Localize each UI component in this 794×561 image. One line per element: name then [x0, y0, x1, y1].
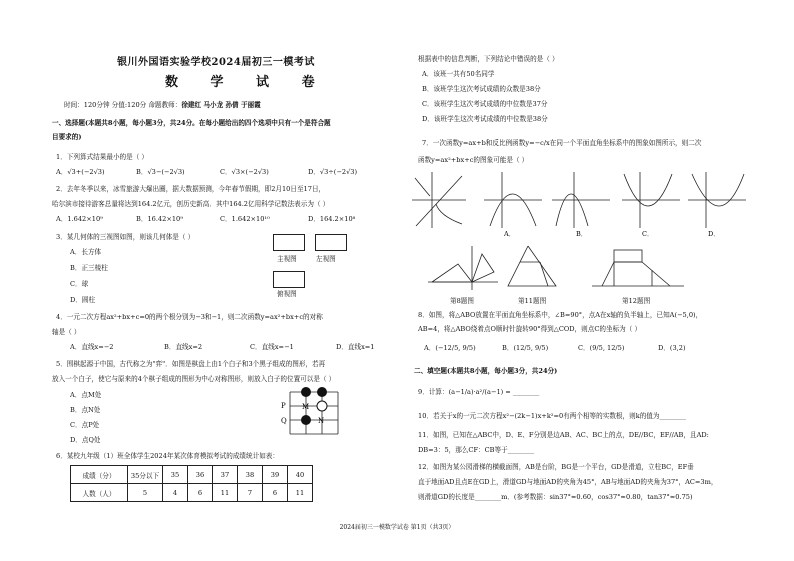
- table-cell: 36: [188, 466, 213, 484]
- table-cell-header: 成绩（分）: [71, 466, 128, 484]
- q2-option-c: C．1.642×10¹⁰: [220, 215, 270, 223]
- label-m: M: [302, 403, 310, 411]
- black-stone: [317, 387, 327, 397]
- table-cell: 4: [163, 484, 188, 502]
- table-cell: 11: [288, 484, 313, 502]
- table-cell: 6: [263, 484, 288, 502]
- table-row: [71, 484, 313, 502]
- q3-option-a: A．长方体: [70, 248, 102, 256]
- page-footer: 2024届初三一模数学试卷 第1页（共3页）: [339, 524, 455, 531]
- q5-option-b: B．点N处: [70, 406, 101, 414]
- q5-option-a: A．点M处: [70, 391, 102, 399]
- table-cell: 40: [288, 466, 313, 484]
- q4-option-b: B．直线x=2: [164, 343, 203, 351]
- q3-option-b: B．正三棱柱: [70, 264, 108, 272]
- q3-option-c: C．球: [70, 280, 89, 288]
- q4-line2: 轴是（ ）: [52, 328, 81, 336]
- q1-option-d: D．√3÷(−2√3): [308, 168, 358, 176]
- q3-stem: 3．某几何体的三视图如图，则该几何体是（ ）: [56, 233, 195, 241]
- q7-graphs: [410, 168, 750, 238]
- section2-heading: 二、填空题(本题共8小题，每小题3分，共24分): [414, 367, 558, 375]
- q8-option-b: B．(12/5, 9/5): [502, 344, 549, 352]
- black-stone: [301, 415, 311, 425]
- q6-line1: 6．某校九年级（1）班全体学生2024年某次体育模拟考试的成绩统计如表：: [56, 452, 279, 460]
- q8-option-d: D．(3,2): [658, 344, 686, 352]
- q2-option-d: D．164.2×10⁸: [308, 215, 356, 223]
- go-board-figure: [280, 386, 344, 442]
- section1-heading: 一、选择题(本题共8小题，每小题3分，共24分。在每小题给出的四个选项中只有一个是符合题: [52, 119, 331, 127]
- q1-stem: 1．下列算式结果最小的是（ ）: [56, 153, 149, 161]
- q12-line2: 直于地面AD且点E在GD上，滑道GD与地面AD的夹角为45°，AB与地面AD的夹角为37°，AC=3m，: [418, 478, 718, 486]
- q2-option-b: B．16.42×10⁹: [136, 215, 183, 223]
- teacher-names: 徐建红 马小龙 孙倩 于丽霞: [181, 101, 261, 109]
- table-cell-header: 人数（人）: [71, 484, 128, 502]
- q11-line1: 11．如图，已知在△ABC中，D、E、F分别是边AB、AC、BC上的点，DE//BC，EF//AB，且AD:: [418, 431, 709, 439]
- label-p: P: [281, 402, 286, 410]
- q5-line1: 5．围棋起源于中国，古代称之为"弈"．如图是棋盘上由1个白子和3个黑子组成的图形，若再: [56, 360, 326, 368]
- left-column: [52, 0, 394, 561]
- q7-line2: 函数y=ax²+bx+c的图象可能是（ ）: [418, 156, 529, 164]
- q10-line: 10．若关于x的一元二次方程x²−(2k−1)x+k²=0有两个相等的实数根，则k的值为________: [418, 412, 686, 420]
- exam-subject: 数 学 试 卷: [165, 75, 329, 90]
- q4-option-a: A．直线x=−2: [70, 343, 114, 351]
- q4-option-d: D．直线x=1: [336, 343, 375, 351]
- label-n: N: [318, 417, 325, 425]
- q5-option-c: C．点P处: [70, 421, 100, 429]
- q6-option-a: A．该班一共有50名同学: [422, 70, 495, 78]
- right-column: [410, 0, 750, 561]
- table-cell: 35: [163, 466, 188, 484]
- fig12-caption: 第12题图: [622, 297, 651, 305]
- q6-option-b: B．该班学生这次考试成绩的众数是38分: [422, 85, 541, 93]
- q7-option-a: A．: [504, 230, 516, 238]
- q2-line1: 2．去年冬季以来，冰雪旅游大爆出圈，据大数据预测，今年春节假期，即2月10日至17日，: [56, 185, 326, 193]
- section1-heading-cont: 目要求的): [52, 133, 82, 141]
- exam-info-text: 时间：120分钟 分值:120分 命题教师：: [64, 101, 182, 109]
- table-cell: 38: [238, 466, 263, 484]
- table-cell: 37: [213, 466, 238, 484]
- q2-option-a: A．1.642×10⁹: [56, 215, 103, 223]
- q6-option-c: C．该班学生这次考试成绩的中位数是37分: [422, 100, 548, 108]
- table-cell: 5: [128, 484, 163, 502]
- q11-line2: DB=3：5，那么CF：CB等于________: [418, 446, 535, 454]
- front-view-rect: [273, 234, 305, 251]
- q8-line1: 8．如图，将△ABO放置在平面直角坐标系中，∠B=90°，点A在x轴的负半轴上，已知A(−5,0)，: [418, 311, 703, 319]
- q12-line1: 12．如图为某公园滑梯的横截面图，AB是台阶，BG是一个平台，GD是滑道，立柱BC，EF垂: [418, 463, 694, 471]
- top-view-label: 俯视图: [277, 290, 297, 298]
- front-view-label: 主视图: [277, 255, 297, 263]
- q5-line2: 放入一个白子，使它与原来的4个棋子组成的图形为中心对称图形，则放入白子的位置可以是（ ）: [52, 375, 336, 383]
- fig8-caption: 第8题图: [450, 297, 474, 305]
- top-view-rect: [273, 271, 305, 288]
- q7-option-b: B．: [576, 230, 588, 238]
- white-stone: [317, 401, 327, 411]
- table-cell: 7: [238, 484, 263, 502]
- fig11-caption: 第11题图: [518, 297, 547, 305]
- table-cell: 39: [263, 466, 288, 484]
- q1-option-a: A．√3+(−2√3): [56, 168, 105, 176]
- q4-option-c: C．直线x=−1: [250, 343, 294, 351]
- q1-option-c: C．√3×(−2√3): [220, 168, 269, 176]
- q8-line2: AB=4，将△ABO绕着点O顺时针旋转90°得到△COD，则点C的坐标为（ ）: [418, 325, 642, 333]
- score-table: [70, 465, 313, 502]
- q12-line3: 则滑道GD的长度是________m．(参考数据：sin37°≈0.60，cos37°≈0.80，tan37°≈0.75): [418, 493, 693, 501]
- figures-row: [424, 242, 734, 294]
- table-row: [71, 466, 313, 484]
- exam-title: 银川外国语实验学校2024届初三一模考试: [117, 57, 315, 68]
- q7-line1: 7．一次函数y=ax+b和反比例函数y=−c/x在同一个平面直角坐标系中的图象如图所示，则二次: [422, 139, 702, 147]
- q6-option-d: D．该班学生这次考试成绩的中位数是38分: [422, 115, 548, 123]
- q1-option-b: B．√3−(−2√3): [136, 168, 185, 176]
- exam-info: [64, 101, 261, 110]
- q8-option-c: C．(9/5, 12/5): [578, 344, 625, 352]
- left-view-label: 左视图: [316, 255, 336, 263]
- black-stone: [301, 387, 311, 397]
- table-cell: 35分以下: [128, 466, 163, 484]
- q8-option-a: A．(−12/5, 9/5): [424, 344, 476, 352]
- q5-option-d: D．点Q处: [70, 436, 101, 444]
- q7-option-c: C．: [642, 230, 654, 238]
- q3-option-d: D．圆柱: [70, 296, 96, 304]
- table-cell: 6: [188, 484, 213, 502]
- q4-line1: 4．一元二次方程ax²+bx+c=0的两个根分别为−3和−1，则二次函数y=ax²+bx+c的对称: [56, 313, 323, 321]
- label-q: Q: [281, 417, 287, 425]
- left-view-rect: [315, 234, 347, 251]
- q2-line2: 哈尔滨市接待游客总量将达到164.2亿元，创历史新高．其中164.2亿用科学记数法表示为（ ）: [52, 200, 330, 208]
- table-cell: 11: [213, 484, 238, 502]
- q9-line: 9．计算：(a−1/a)·a²/(a−1) = ________: [418, 388, 540, 396]
- q6-cont-line: 根据表中的信息判断，下列结论中错误的是（ ）: [418, 55, 559, 63]
- q7-option-d: D．: [708, 230, 720, 238]
